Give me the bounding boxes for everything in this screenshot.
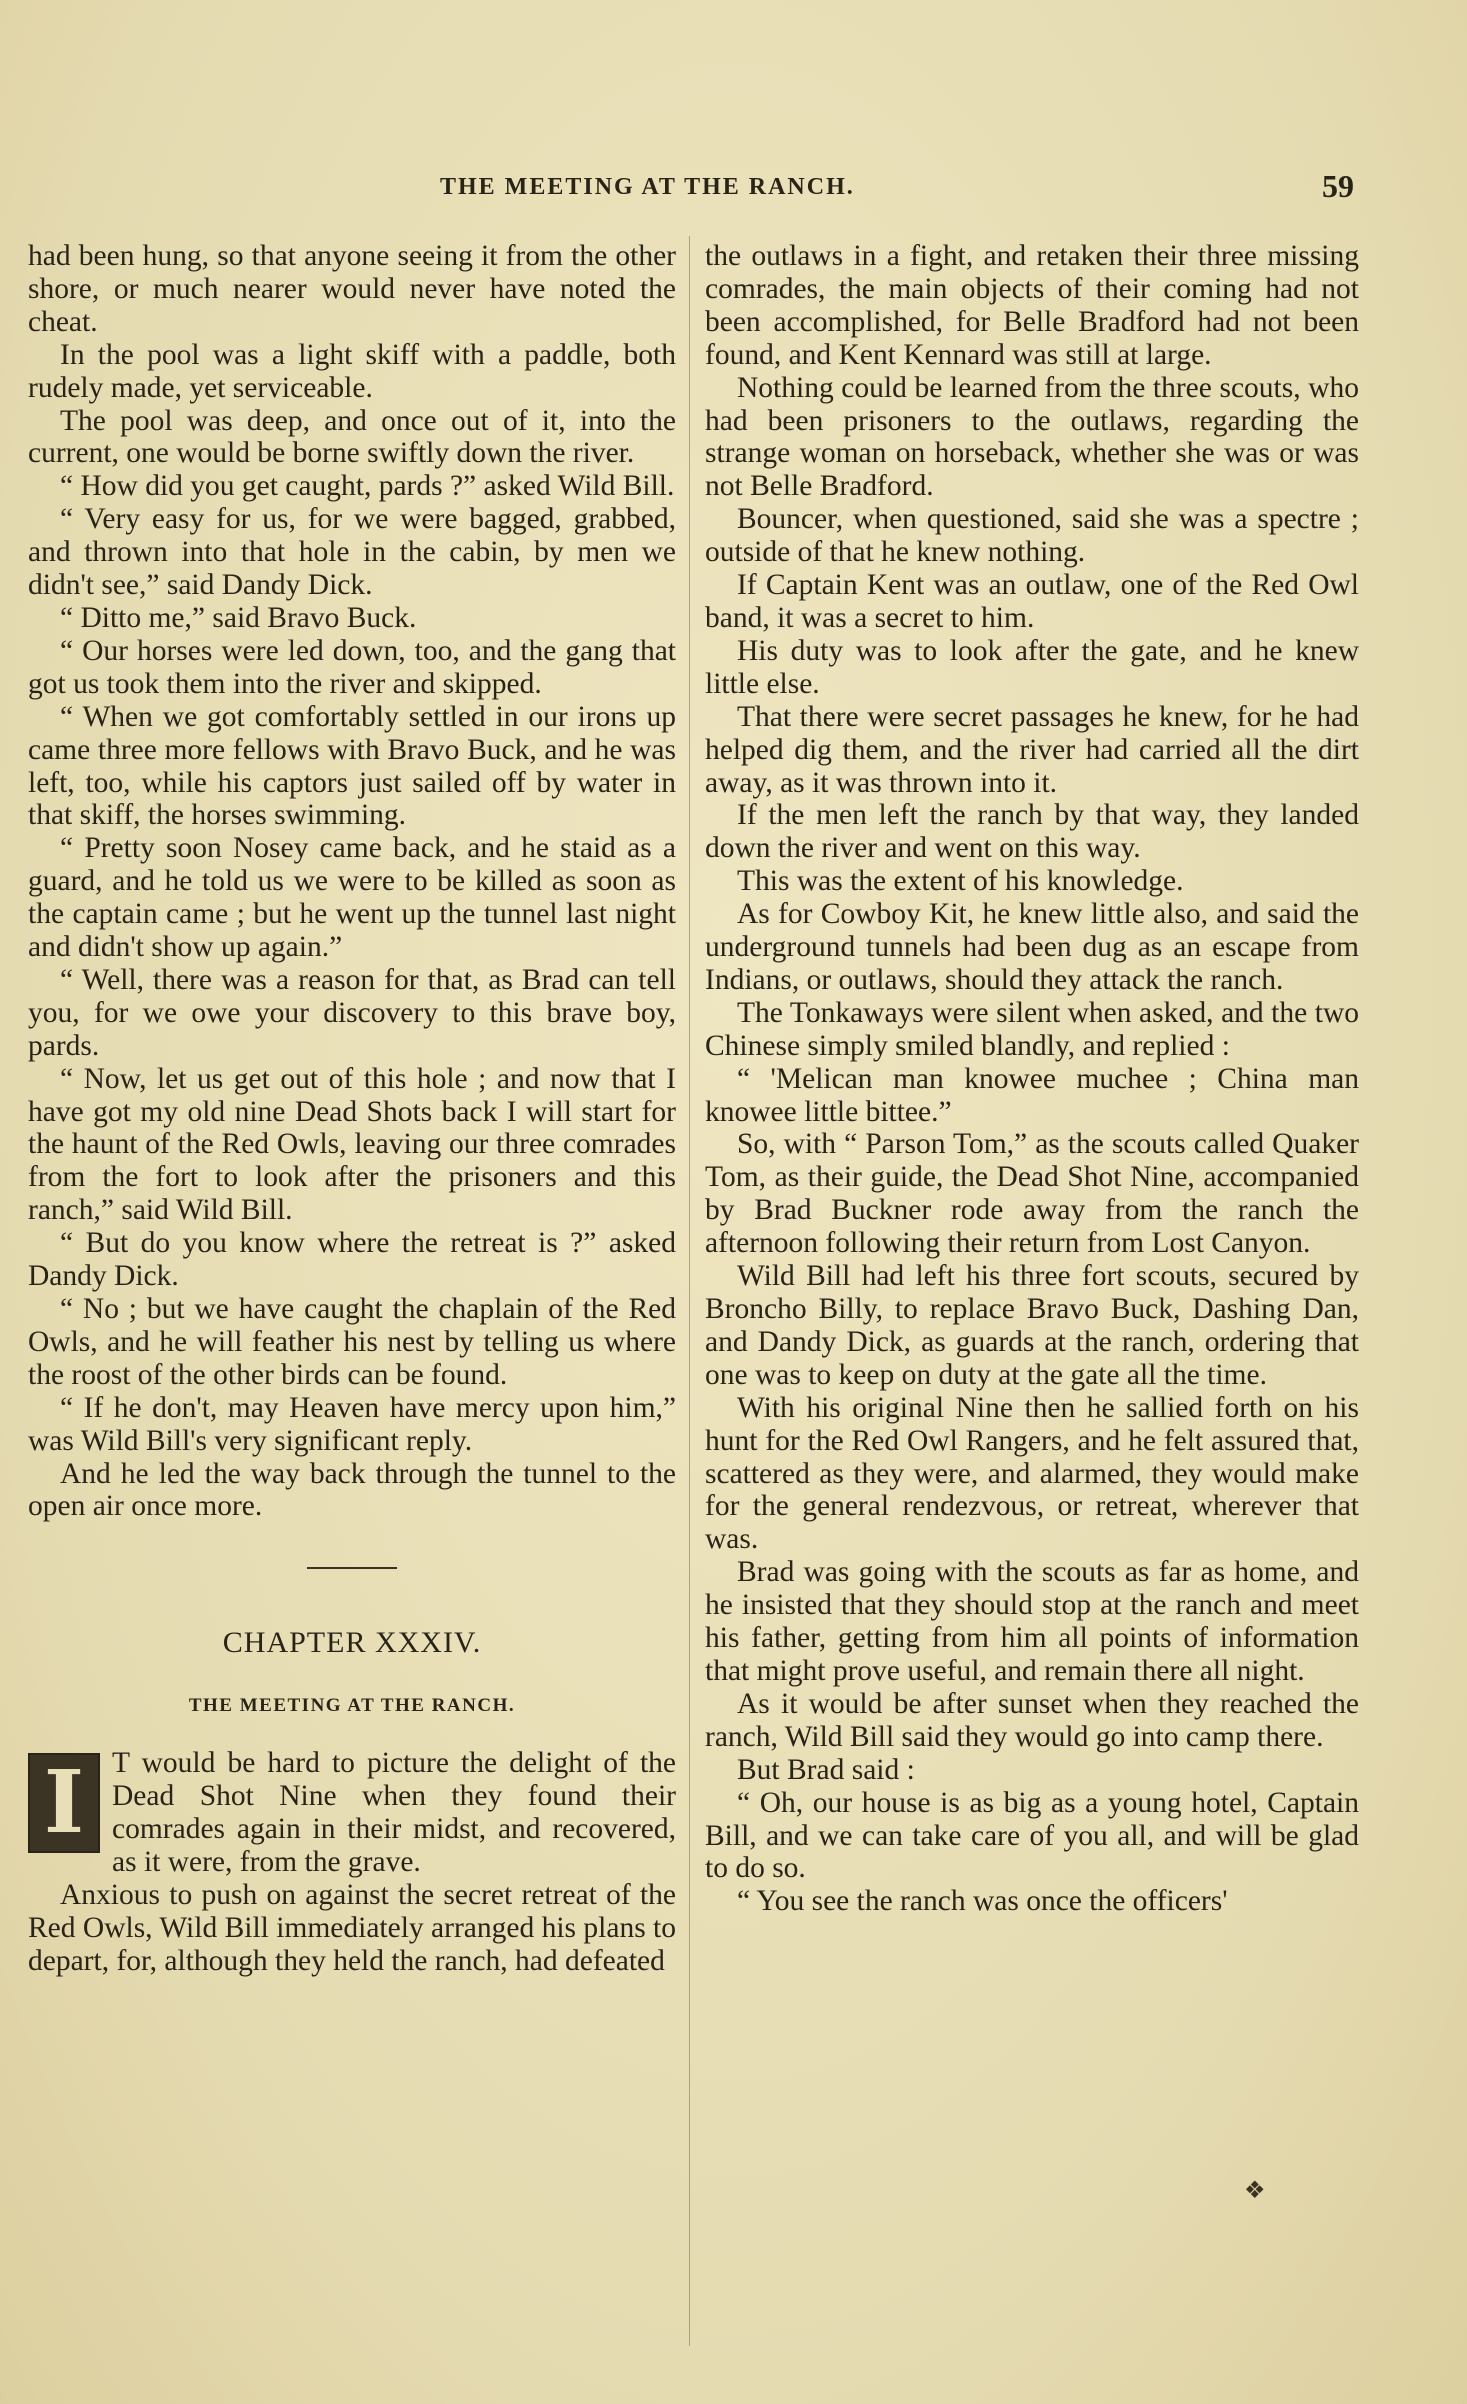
chapter-title: CHAPTER XXXIV. <box>222 1626 482 1660</box>
chapter-subtitle: THE MEETING AT THE RANCH. <box>188 1695 516 1717</box>
paragraph: “ Very easy for us, for we were bagged, grabbed, and thrown into that hole in the cabin, by men we didn't see,” said Dandy Dick. <box>28 503 676 602</box>
paragraph: And he led the way back through the tunnel to the open air once more. <box>28 1457 676 1523</box>
opening-text: T would be hard to picture the delight of the Dead Shot Nine when they found their comrades again in their midst, and recovered, as it were, from the grave. <box>112 1747 676 1878</box>
page-number: 59 <box>1322 168 1354 204</box>
left-column <box>28 240 676 1978</box>
running-head <box>0 168 1467 214</box>
paragraph: So, with “ Parson Tom,” as the scouts called Quaker Tom, as their guide, the Dead Shot Nine, accompanied by Brad Buckner rode away from the ranch the afternoon following their return from Lost Canyon. <box>705 1128 1359 1260</box>
paragraph: “ Ditto me,” said Bravo Buck. <box>60 601 417 634</box>
chapter-opening-paragraph <box>28 1747 676 1879</box>
paragraph: had been hung, so that anyone seeing it from the other shore, or much nearer would never have noted the cheat. <box>28 240 676 338</box>
running-title: THE MEETING AT THE RANCH. <box>440 174 855 200</box>
paragraph: Nothing could be learned from the three scouts, who had been prisoners to the outlaws, regarding the strange woman on horseback, whether she was or was not Belle Bradford. <box>705 371 1359 503</box>
paragraph: “ When we got comfortably settled in our irons up came three more fellows with Bravo Buck, and he was left, too, while his captors just sailed off by water in that skiff, the horses swimming. <box>28 700 676 832</box>
right-column <box>705 240 1359 1918</box>
paragraph: “ You see the ranch was once the officers' <box>737 1885 1228 1918</box>
column-divider <box>689 236 690 2346</box>
dropcap-letter: I <box>28 1753 100 1853</box>
paragraph: If Captain Kent was an outlaw, one of the Red Owl band, it was a secret to him. <box>705 569 1359 634</box>
paragraph: His duty was to look after the gate, and he knew little else. <box>705 634 1359 700</box>
paragraph: Anxious to push on against the secret retreat of the Red Owls, Wild Bill immediately arranged his plans to depart, for, although they held the ranch, had defeated <box>28 1878 676 1977</box>
paragraph: But Brad said : <box>737 1753 915 1786</box>
paragraph: “ Oh, our house is as big as a young hotel, Captain Bill, and we can take care of you all, and will be glad to do so. <box>705 1786 1359 1885</box>
paragraph: As for Cowboy Kit, he knew little also, and said the underground tunnels had been dug as an escape from Indians, or outlaws, should they attack the ranch. <box>705 898 1359 996</box>
paragraph: “ 'Melican man knowee muchee ; China man knowee little bittee.” <box>705 1062 1359 1128</box>
section-divider <box>307 1567 397 1569</box>
paragraph: Bouncer, when questioned, said she was a spectre ; outside of that he knew nothing. <box>705 503 1359 569</box>
paragraph: “ How did you get caught, pards ?” asked Wild Bill. <box>60 470 675 503</box>
paragraph: “ No ; but we have caught the chaplain of the Red Owls, and he will feather his nest by telling us where the roost of the other birds can be found. <box>28 1293 676 1391</box>
paragraph: In the pool was a light skiff with a paddle, both rudely made, yet serviceable. <box>28 338 676 404</box>
paragraph: “ Now, let us get out of this hole ; and now that I have got my old nine Dead Shots back I will start for the haunt of the Red Owls, leaving our three comrades from the fort to look after the prisoners and this ranch,” said Wild Bill. <box>28 1062 676 1227</box>
paragraph: the outlaws in a fight, and retaken their three missing comrades, the main objects of their coming had not been accomplished, for Belle Bradford had not been found, and Kent Kennard was still at large. <box>705 240 1359 371</box>
paragraph: “ Pretty soon Nosey came back, and he staid as a guard, and he told us we were to be killed as soon as the captain came ; but he went up the tunnel last night and didn't show up again.” <box>28 832 676 964</box>
paragraph: “ If he don't, may Heaven have mercy upon him,” was Wild Bill's very significant reply. <box>28 1391 676 1457</box>
paragraph: “ Our horses were led down, too, and the gang that got us took them into the river and skipped. <box>28 634 676 700</box>
paragraph: Wild Bill had left his three fort scouts, secured by Broncho Billy, to replace Bravo Buck, Dashing Dan, and Dandy Dick, as guards at the ranch, ordering that one was to keep on duty at the gate all the time. <box>705 1260 1359 1391</box>
paragraph: If the men left the ranch by that way, they landed down the river and went on this way. <box>705 799 1359 865</box>
paragraph: With his original Nine then he sallied forth on his hunt for the Red Owl Rangers, and he felt assured that, scattered as they were, and alarmed, they would make for the general rendezvous, or retreat, wherever that was. <box>705 1391 1359 1556</box>
paragraph: The pool was deep, and once out of it, into the current, one would be borne swiftly down the river. <box>28 404 676 470</box>
printer-ornament-icon: ❖ <box>1244 2176 1266 2204</box>
paragraph: Brad was going with the scouts as far as home, and he insisted that they should stop at the ranch and meet his father, getting from him all points of information that might prove useful, and remain there all night. <box>705 1556 1359 1687</box>
paragraph: As it would be after sunset when they reached the ranch, Wild Bill said they would go into camp there. <box>705 1687 1359 1753</box>
paragraph: “ But do you know where the retreat is ?” asked Dandy Dick. <box>28 1227 676 1293</box>
paragraph: “ Well, there was a reason for that, as Brad can tell you, for we owe your discovery to this brave boy, pards. <box>28 963 676 1062</box>
paragraph: That there were secret passages he knew, for he had helped dig them, and the river had carried all the dirt away, as it was thrown into it. <box>705 700 1359 799</box>
paragraph: The Tonkaways were silent when asked, and the two Chinese simply smiled blandly, and replied : <box>705 996 1359 1062</box>
paragraph: This was the extent of his knowledge. <box>737 865 1184 898</box>
